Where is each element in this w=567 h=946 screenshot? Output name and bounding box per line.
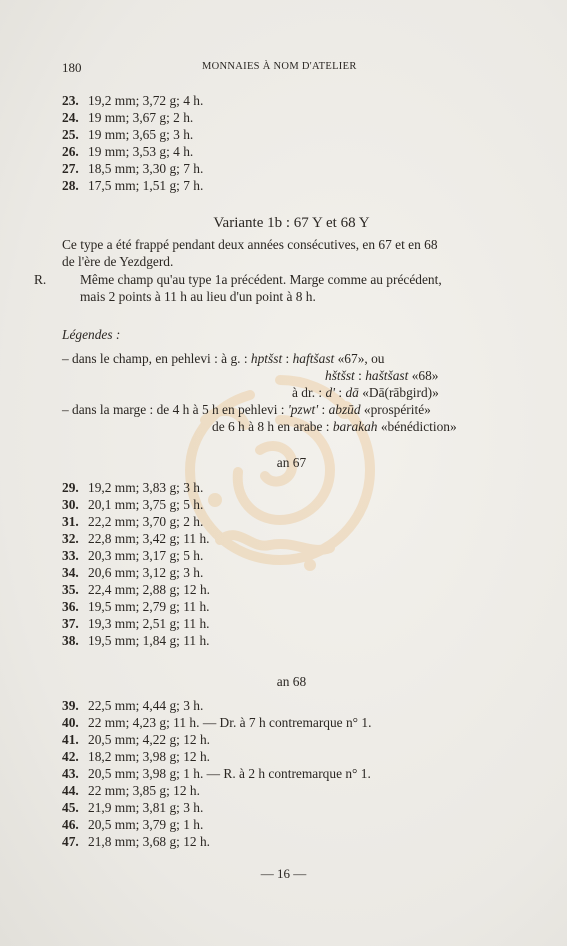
list-item: 30. 20,1 mm; 3,75 g; 5 h. [62, 497, 204, 512]
list-item: 33. 20,3 mm; 3,17 g; 5 h. [62, 548, 204, 563]
list-item: 46. 20,5 mm; 3,79 g; 1 h. [62, 817, 204, 832]
list-item: 43. 20,5 mm; 3,98 g; 1 h. — R. à 2 h contremarque n° 1. [62, 766, 371, 781]
reverse-description: R. Même champ qu'au type 1a précédent. Marge comme au précédent, mais 2 points à 11 h au lieu d'un point à 8 h. [34, 272, 442, 304]
reverse-label: R. [34, 272, 47, 287]
entries-68-list [62, 697, 521, 850]
legendes-heading: Légendes : [62, 327, 121, 342]
list-item: 45. 21,9 mm; 3,81 g; 3 h. [62, 800, 204, 815]
legend-line: de 6 h à 8 h en arabe : barakah «bénédiction» [212, 419, 457, 434]
variant-description: Ce type a été frappé pendant deux années consécutives, en 67 et en 68 de l'ère de Yezdgerd. [62, 237, 438, 269]
list-item: 44. 22 mm; 3,85 g; 12 h. [62, 783, 200, 798]
list-item: 42. 18,2 mm; 3,98 g; 12 h. [62, 749, 211, 764]
legend-line: hštšst : haštšast «68» [325, 368, 439, 383]
list-item: 25. 19 mm; 3,65 g; 3 h. [62, 127, 194, 142]
list-item: 41. 20,5 mm; 4,22 g; 12 h. [62, 732, 211, 747]
page-number: 180 [62, 60, 82, 75]
list-item: 24. 19 mm; 3,67 g; 2 h. [62, 110, 194, 125]
legend-line: à dr. : d' : dā «Dā(rābgird)» [292, 385, 439, 400]
list-item: 39. 22,5 mm; 4,44 g; 3 h. [62, 698, 204, 713]
list-item: 32. 22,8 mm; 3,42 g; 11 h. [62, 531, 210, 546]
section-heading-year-67: an 67 [276, 455, 307, 470]
running-title: MONNAIES À NOM D'ATELIER [202, 61, 357, 72]
entries-top-list [62, 92, 521, 194]
entries-67-list [62, 479, 521, 649]
section-heading-year-68: an 68 [276, 674, 307, 689]
list-item: 34. 20,6 mm; 3,12 g; 3 h. [62, 565, 204, 580]
legendes-block [62, 350, 521, 450]
list-item: 26. 19 mm; 3,53 g; 4 h. [62, 144, 194, 159]
list-item: 36. 19,5 mm; 2,79 g; 11 h. [62, 599, 210, 614]
legend-line: – dans le champ, en pehlevi : à g. : hptšst : haftšast «67», ou [62, 351, 385, 366]
list-item: 23. 19,2 mm; 3,72 g; 4 h. [62, 93, 204, 108]
list-item: 35. 22,4 mm; 2,88 g; 12 h. [62, 582, 211, 597]
list-item: 37. 19,3 mm; 2,51 g; 11 h. [62, 616, 210, 631]
list-item: 29. 19,2 mm; 3,83 g; 3 h. [62, 480, 204, 495]
page-header [62, 60, 505, 76]
variant-title: Variante 1b : 67 Y et 68 Y [213, 215, 370, 231]
list-item: 28. 17,5 mm; 1,51 g; 7 h. [62, 178, 204, 193]
list-item: 40. 22 mm; 4,23 g; 11 h. — Dr. à 7 h contremarque n° 1. [62, 715, 372, 730]
list-item: 31. 22,2 mm; 3,70 g; 2 h. [62, 514, 204, 529]
list-item: 27. 18,5 mm; 3,30 g; 7 h. [62, 161, 204, 176]
list-item: 38. 19,5 mm; 1,84 g; 11 h. [62, 633, 210, 648]
legend-line: – dans la marge : de 4 h à 5 h en pehlevi : 'pzwt' : abzūd «prospérité» [62, 402, 431, 417]
list-item: 47. 21,8 mm; 3,68 g; 12 h. [62, 834, 211, 849]
page-folio: — 16 — [260, 866, 307, 881]
